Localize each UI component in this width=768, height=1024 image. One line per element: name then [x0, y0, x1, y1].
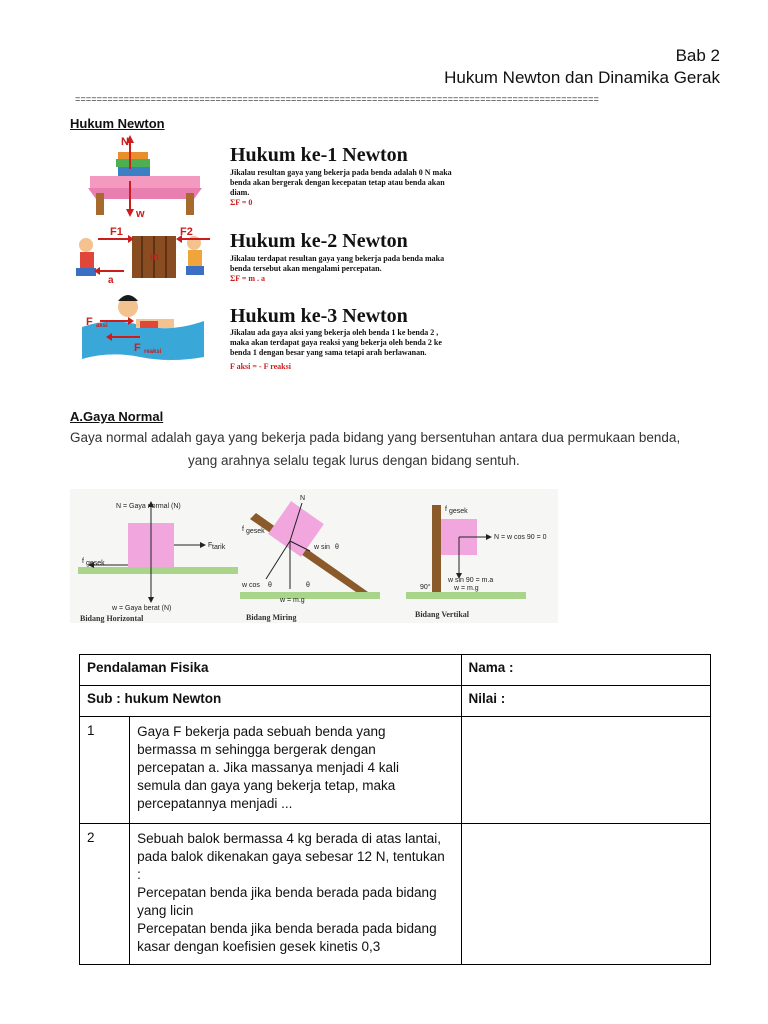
table-header-row-1 — [80, 655, 711, 686]
chapter-number: Bab 2 — [675, 46, 720, 65]
horizontal-label-f-gesek: f — [82, 558, 84, 565]
inclined-label-wsin: w sin — [314, 544, 330, 551]
worksheet-title: Pendalaman Fisika — [80, 655, 462, 686]
law2-label-f2: F2 — [180, 226, 193, 238]
question-line: Gaya F bekerja pada sebuah benda yang — [137, 724, 386, 739]
horizontal-label-weight: w = Gaya berat (N) — [112, 605, 172, 612]
question-line: bermassa m sehingga bergerak dengan — [137, 742, 376, 757]
question-line: pada balok dikenakan gaya sebesar 12 N, tentukan — [137, 849, 445, 864]
law3-illustration — [82, 295, 204, 360]
inclined-label-theta-2: θ — [268, 582, 272, 589]
law2-title: Hukum ke-2 Newton — [230, 230, 408, 252]
law1-label-n: N — [121, 136, 129, 148]
vertical-label-f-gesek-sub: gesek — [449, 508, 468, 515]
question-number: 2 — [80, 824, 130, 965]
gaya-normal-paragraph-line-2: yang arahnya selalu tegak lurus dengan bidang sentuh. — [188, 453, 520, 468]
newton-laws-figure — [70, 131, 496, 381]
question-line: Percepatan benda jika benda berada pada bidang — [137, 885, 437, 900]
question-line: semula dan gaya yang bekerja tetap, maka — [137, 778, 396, 793]
law1-line-2: benda akan bergerak dengan kecepatan tetap atau benda akan — [230, 178, 445, 187]
law1-line-3: diam. — [230, 188, 250, 197]
table-header-row-2 — [80, 686, 711, 717]
inclined-label-theta-3: θ — [306, 582, 310, 589]
separator-rule: ================================================================================================= — [75, 95, 599, 105]
inclined-label-f-gesek-sub: gesek — [246, 528, 265, 535]
inclined-caption: Bidang Miring — [246, 613, 297, 622]
vertical-caption: Bidang Vertikal — [415, 610, 470, 619]
horizontal-label-normal: N = Gaya normal (N) — [116, 503, 181, 510]
law2-label-a: a — [108, 275, 114, 286]
law3-title: Hukum ke-3 Newton — [230, 305, 408, 327]
law2-label-m: m — [150, 252, 159, 263]
law3-line-1: Jikalau ada gaya aksi yang bekerja oleh benda 1 ke benda 2 , — [230, 328, 439, 337]
question-line: Sebuah balok bermassa 4 kg berada di atas lantai, — [137, 831, 442, 846]
inclined-label-weight: w = m.g — [280, 597, 305, 604]
section-title-gaya-normal: A.Gaya Normal — [70, 409, 164, 424]
law2-illustration — [76, 226, 210, 286]
table-row — [80, 717, 711, 824]
question-number: 1 — [80, 717, 130, 824]
vertical-label-f-gesek: f — [445, 506, 447, 513]
horizontal-caption: Bidang Horizontal — [80, 614, 144, 623]
inclined-label-theta: θ — [335, 544, 339, 551]
worksheet-table — [79, 654, 711, 965]
law2-label-f1: F1 — [110, 226, 123, 238]
name-field-label[interactable]: Nama : — [461, 655, 710, 686]
table-row — [80, 824, 711, 965]
horizontal-label-f-gesek-sub: gesek — [86, 560, 105, 567]
question-line: percepatannya menjadi ... — [137, 796, 293, 811]
law1-label-w: w — [136, 208, 145, 220]
law2-line-1: Jikalau terdapat resultan gaya yang bekerja pada benda maka — [230, 254, 445, 263]
law3-label-f-reaksi: F — [134, 342, 141, 354]
question-line: kasar dengan koefisien gesek kinetis 0,3 — [137, 939, 381, 954]
question-line: Percepatan benda jika benda berada pada bidang — [137, 921, 437, 936]
horizontal-label-f-tarik-sub: tarik — [212, 544, 226, 551]
chapter-title: Hukum Newton dan Dinamika Gerak — [444, 68, 720, 87]
law1-title: Hukum ke-1 Newton — [230, 144, 408, 166]
law1-line-1: Jikalau resultan gaya yang bekerja pada benda adalah 0 N maka — [230, 168, 452, 177]
inclined-label-wcos: w cos — [242, 582, 260, 589]
question-text — [130, 717, 461, 824]
question-text — [130, 824, 461, 965]
law1-illustration — [88, 135, 202, 220]
horizontal-label-f-tarik: F — [208, 542, 213, 549]
inclined-label-normal: N — [300, 495, 306, 502]
law3-label-aksi: aksi — [96, 323, 108, 329]
law3-label-reaksi: reaksi — [144, 349, 162, 355]
law2-formula: ΣF = m . a — [230, 274, 266, 283]
gaya-normal-paragraph-line-1: Gaya normal adalah gaya yang bekerja pada bidang yang bersentuhan antara dua permukaan benda, — [70, 430, 681, 445]
law2-line-2: benda tersebut akan mengalami percepatan. — [230, 264, 382, 273]
question-line: : — [137, 867, 141, 882]
law3-label-f-aksi: F — [86, 316, 93, 328]
section-title-newton: Hukum Newton — [70, 116, 165, 131]
subtopic-label: Sub : hukum Newton — [80, 686, 462, 717]
question-line: percepatan a. Jika massanya menjadi 4 kali — [137, 760, 399, 775]
vertical-label-wsin: w sin 90 = m.a — [448, 577, 494, 584]
score-field-label[interactable]: Nilai : — [461, 686, 710, 717]
normal-force-diagrams — [70, 489, 558, 623]
vertical-label-weight: w = m.g — [454, 585, 479, 592]
question-line: yang licin — [137, 903, 194, 918]
inclined-label-f-gesek: f — [242, 526, 244, 533]
vertical-label-angle: 90° — [420, 584, 431, 591]
law3-line-2: maka akan terdapat gaya reaksi yang bekerja oleh benda 2 ke — [230, 338, 442, 347]
law3-formula: F aksi = - F reaksi — [230, 362, 291, 371]
answer-cell[interactable] — [461, 824, 710, 965]
vertical-label-normal: N = w cos 90 = 0 — [494, 534, 547, 541]
law1-formula: ΣF = 0 — [230, 198, 253, 207]
law3-line-3: benda 1 dengan besar yang sama tetapi arah berlawanan. — [230, 348, 427, 357]
answer-cell[interactable] — [461, 717, 710, 824]
